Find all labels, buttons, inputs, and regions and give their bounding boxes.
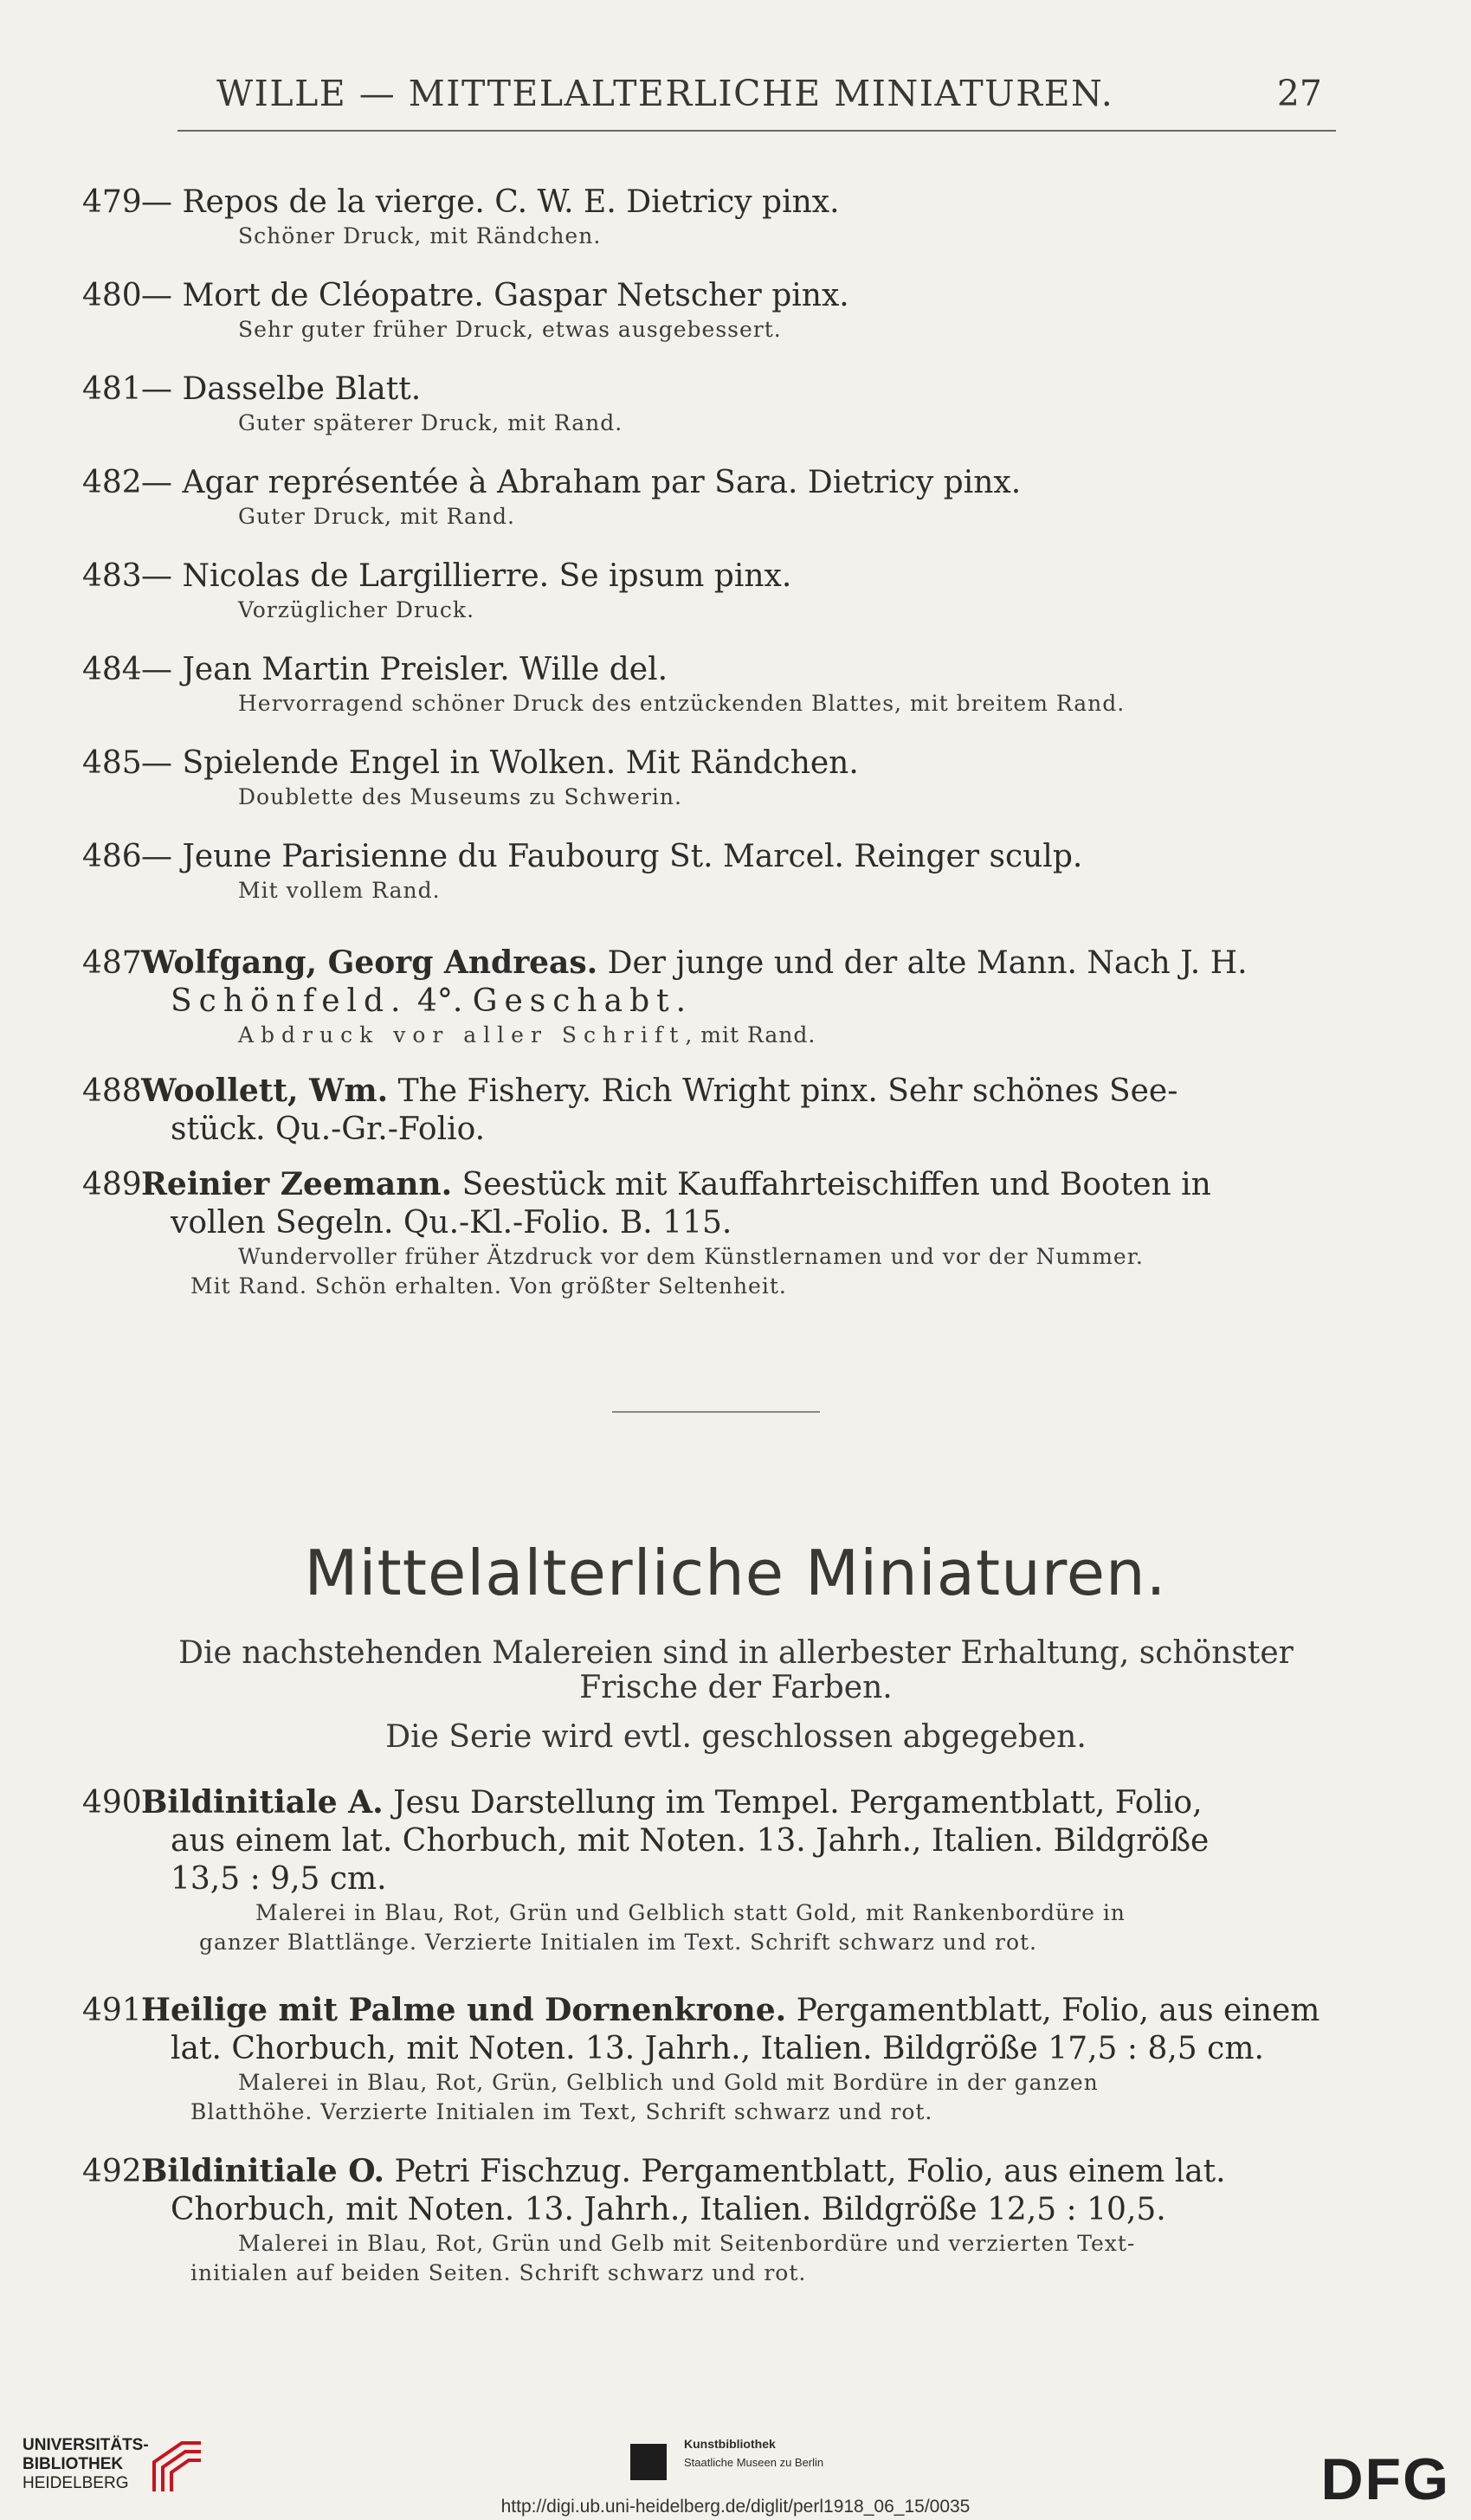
entry-title: The Fishery. Rich Wright pinx. Sehr schönes See- [388, 1073, 1178, 1109]
catalog-entry-480 [82, 277, 1346, 345]
catalog-entry-482 [82, 464, 1346, 532]
entry-title: — Agar représentée à Abraham par Sara. Dietricy pinx. [141, 465, 1022, 500]
entry-note: Vorzüglicher Druck. [238, 597, 475, 622]
entry-note: Schöner Druck, mit Rändchen. [238, 223, 602, 248]
catalog-entry-486 [82, 838, 1346, 906]
entry-title: — Nicolas de Largillierre. Se ipsum pinx. [141, 558, 792, 594]
header-rule [177, 130, 1336, 132]
ub-line-1: UNIVERSITÄTS- [23, 2436, 149, 2454]
entry-note: Wundervoller früher Ätzdruck vor dem Künstlernamen und vor der Nummer. [238, 1244, 1144, 1269]
entry-number: 479 [82, 184, 142, 220]
entry-note: Malerei in Blau, Rot, Grün und Gelblich statt Gold, mit Rankenbordüre in [255, 1900, 1126, 1925]
entry-title: — Repos de la vierge. C. W. E. Dietricy pinx. [141, 184, 840, 220]
digitization-footer [0, 2424, 1471, 2520]
entry-continuation: 13,5 : 9,5 cm. [171, 1861, 387, 1897]
entry-artist: Reinier Zeemann. [141, 1166, 453, 1202]
section-title: Mittelalterliche Miniaturen. [304, 1537, 1167, 1609]
catalog-entry-489 [82, 1165, 1346, 1301]
entry-number: 484 [82, 652, 142, 687]
dfg-logo: DFG [1320, 2446, 1450, 2512]
entry-note: Malerei in Blau, Rot, Grün und Gelb mit Seitenbordüre und verzierten Text- [238, 2231, 1136, 2256]
catalog-entry-479 [82, 184, 1346, 251]
catalog-entry-487 [82, 944, 1346, 1050]
running-header [216, 68, 1329, 119]
entry-number: 490 [82, 1785, 142, 1821]
entry-number: 483 [82, 558, 142, 594]
entry-continuation: Chorbuch, mit Noten. 13. Jahrh., Italien. Bildgröße 12,5 : 10,5. [171, 2192, 1166, 2227]
catalog-entry-484 [82, 651, 1346, 719]
ub-line-2: BIBLIOTHEK [23, 2455, 124, 2473]
entry-note: Hervorragend schöner Druck des entzückenden Blattes, mit breitem Rand. [238, 691, 1126, 716]
entry-spaced-text: Schönfeld. [171, 983, 408, 1019]
entry-note: Doublette des Museums zu Schwerin. [238, 784, 682, 809]
entry-number: 481 [82, 371, 142, 407]
ub-line-3: HEIDELBERG [23, 2474, 129, 2492]
entry-number: 487 [82, 945, 142, 981]
entry-continuation: lat. Chorbuch, mit Noten. 13. Jahrh., Italien. Bildgröße 17,5 : 8,5 cm. [171, 2031, 1264, 2066]
entry-title: Seestück mit Kauffahrteischiffen und Booten in [452, 1167, 1211, 1202]
entry-artist: Wolfgang, Georg Andreas. [141, 944, 598, 981]
entry-continuation: vollen Segeln. Qu.-Kl.-Folio. B. 115. [171, 1205, 732, 1241]
kb-line-2: Staatliche Museen zu Berlin [684, 2456, 824, 2469]
catalog-entry-481 [82, 371, 1346, 438]
section-divider [612, 1411, 820, 1413]
source-url[interactable]: http://digi.ub.uni-heidelberg.de/diglit/perl1918_06_15/0035 [500, 2497, 971, 2517]
entry-note: Guter Druck, mit Rand. [238, 504, 515, 529]
entry-number: 486 [82, 839, 142, 874]
section-intro-line-1: Die nachstehenden Malereien sind in allerbester Erhaltung, schönster [178, 1635, 1294, 1671]
entry-artist: Heilige mit Palme und Dornenkrone. [141, 1992, 787, 2028]
entry-format: 4°. [407, 983, 473, 1019]
header-title: WILLE — MITTELALTERLICHE MINIATUREN. [216, 73, 1114, 114]
catalog-entry-485 [82, 744, 1346, 812]
entry-number: 488 [82, 1073, 142, 1109]
entry-title: Der junge und der alte Mann. Nach J. H. [597, 945, 1248, 981]
entry-number: 492 [82, 2154, 142, 2189]
kb-line-1: Kunstbibliothek [684, 2437, 776, 2451]
entry-note-spaced: Abdruck vor aller Schrift [238, 1022, 686, 1047]
entry-title: Pergamentblatt, Folio, aus einem [786, 1993, 1320, 2028]
entry-note: Sehr guter früher Druck, etwas ausgebessert. [238, 317, 782, 342]
catalog-entry-483 [82, 557, 1346, 625]
entry-title: — Mort de Cléopatre. Gaspar Netscher pinx. [141, 278, 849, 313]
entry-note: Guter späterer Druck, mit Rand. [238, 410, 623, 435]
entry-note: Mit vollem Rand. [238, 878, 441, 903]
entry-number: 489 [82, 1167, 142, 1202]
entry-number: 482 [82, 465, 142, 500]
entry-note-continuation: initialen auf beiden Seiten. Schrift schwarz und rot. [190, 2260, 807, 2285]
section-intro-line-2: Frische der Farben. [579, 1670, 893, 1705]
entry-note-continuation: ganzer Blattlänge. Verzierte Initialen im Text. Schrift schwarz und rot. [199, 1930, 1037, 1955]
catalog-entry-492 [82, 2152, 1346, 2288]
catalog-entry-488 [82, 1072, 1346, 1149]
entry-note-continuation: Blatthöhe. Verzierte Initialen im Text, Schrift schwarz und rot. [190, 2099, 933, 2124]
ub-heidelberg-logo-text [23, 2436, 149, 2493]
entry-title: Petri Fischzug. Pergamentblatt, Folio, aus einem lat. [384, 2154, 1226, 2189]
entry-continuation: aus einem lat. Chorbuch, mit Noten. 13. Jahrh., Italien. Bildgröße [171, 1823, 1210, 1859]
entry-note-continuation: Mit Rand. Schön erhalten. Von größter Seltenheit. [190, 1273, 787, 1299]
section-intro-line-3: Die Serie wird evtl. geschlossen abgegeben. [385, 1719, 1087, 1755]
page-number: 27 [1276, 73, 1322, 114]
entry-artist: Woollett, Wm. [141, 1073, 389, 1109]
catalog-entry-491 [82, 1991, 1346, 2127]
entry-technique: Geschabt. [472, 983, 694, 1019]
entry-title: — Jean Martin Preisler. Wille del. [141, 652, 668, 687]
entry-artist: Bildinitiale A. [141, 1784, 384, 1821]
entry-title: — Dasselbe Blatt. [141, 371, 422, 407]
entry-title: — Spielende Engel in Wolken. Mit Rändchen. [141, 745, 859, 781]
entry-title: — Jeune Parisienne du Faubourg St. Marcel. Reinger sculp. [141, 839, 1083, 874]
entry-number: 491 [82, 1993, 142, 2028]
entry-artist: Bildinitiale O. [141, 2153, 385, 2189]
catalog-entry-490 [82, 1783, 1346, 1957]
entry-number: 485 [82, 745, 142, 781]
kunstbibliothek-logo-icon [630, 2444, 667, 2480]
entry-note: Malerei in Blau, Rot, Grün, Gelblich und Gold mit Bordüre in der ganzen [238, 2070, 1099, 2095]
ub-heidelberg-logo-icon [147, 2436, 208, 2498]
entry-note: , mit Rand. [685, 1022, 816, 1047]
entry-title: Jesu Darstellung im Tempel. Pergamentblatt, Folio, [383, 1785, 1203, 1821]
entry-number: 480 [82, 278, 142, 313]
entry-continuation: stück. Qu.-Gr.-Folio. [171, 1112, 486, 1147]
